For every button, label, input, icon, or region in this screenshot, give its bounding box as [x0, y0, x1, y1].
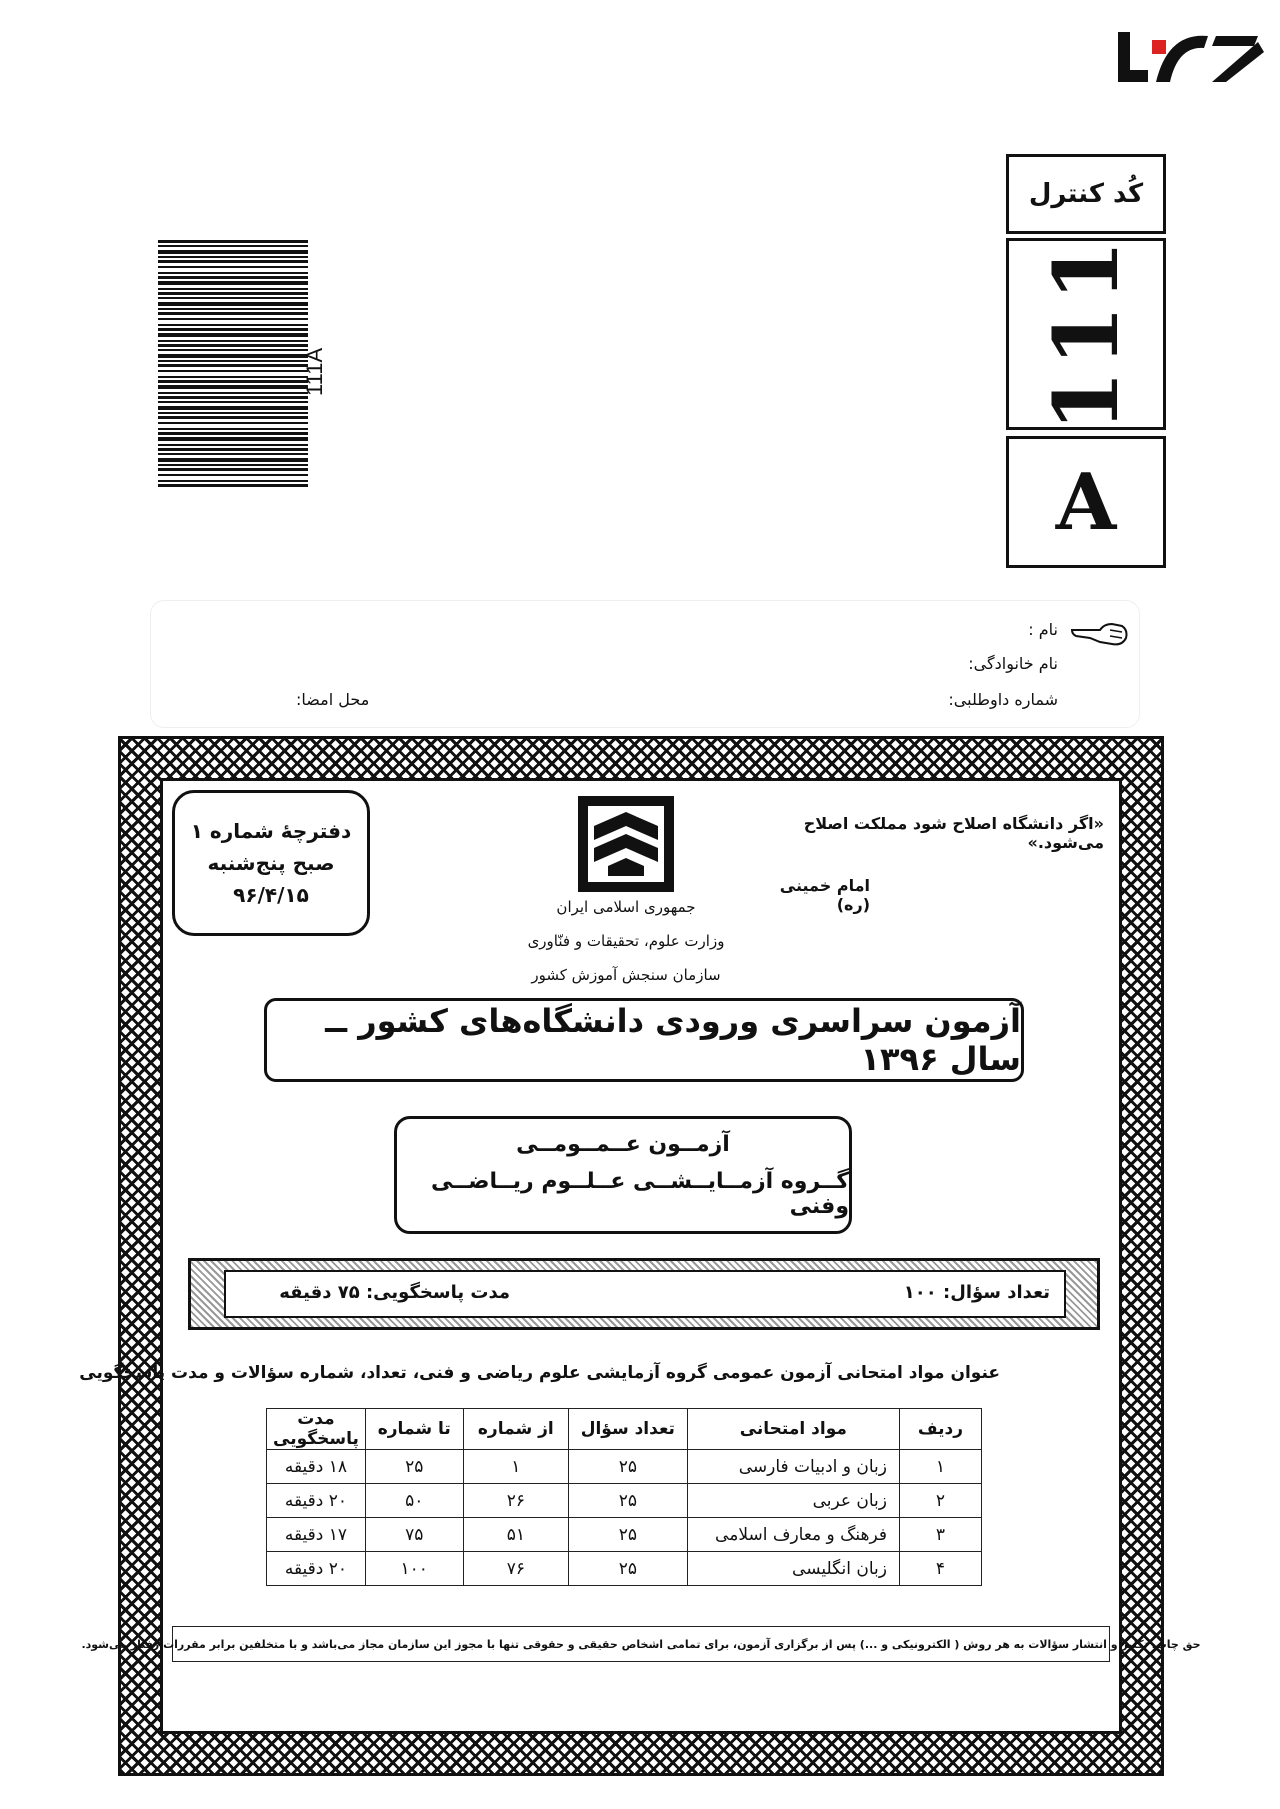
- quote-text: «اگر دانشگاه اصلاح شود مملکت اصلاح می‌شود.»: [803, 814, 1104, 852]
- col-row-number: ردیف: [900, 1409, 982, 1450]
- exam-group: گــروه آزمــایــشــی عــلــوم ریــاضــی وفنی: [430, 1168, 849, 1219]
- barcode-bar: [158, 340, 308, 342]
- barcode-bar: [158, 428, 308, 430]
- table-cell: ۲۰ دقیقه: [267, 1552, 366, 1586]
- barcode-bar: [158, 308, 308, 310]
- barcode-bar: [158, 302, 308, 306]
- barcode-bar: [158, 448, 308, 451]
- table-cell: ۷۶: [463, 1552, 568, 1586]
- barcode-bar: [158, 401, 308, 403]
- exam-type: آزمــون عــمــومــی: [516, 1131, 730, 1157]
- barcode-bar: [158, 260, 308, 263]
- quote-author: امام خمینی (ره): [779, 876, 870, 914]
- exam-subject-box: [394, 1116, 852, 1234]
- signature-field-label: محل امضا:: [296, 690, 370, 709]
- barcode-bar: [158, 349, 308, 351]
- booklet-info-box: [172, 790, 370, 936]
- table-cell: ۲۵: [365, 1450, 463, 1484]
- barcode-bar: [158, 444, 308, 446]
- col-to-number: تا شماره: [365, 1409, 463, 1450]
- total-duration: مدت پاسخگویی: ۷۵ دقیقه: [279, 1282, 510, 1303]
- barcode-bar: [158, 250, 308, 254]
- table-cell: زبان عربی: [687, 1484, 899, 1518]
- table-cell: ۲۵: [569, 1484, 688, 1518]
- barcode-bar: [158, 354, 308, 358]
- table-row: [267, 1450, 982, 1484]
- control-code-box: [1006, 238, 1166, 430]
- table-header-row: [267, 1409, 982, 1450]
- control-code-number: 111: [1034, 236, 1139, 432]
- table-cell: زبان انگلیسی: [687, 1552, 899, 1586]
- exam-title: آزمون سراسری ورودی دانشگاه‌های کشور ــ سال ۱۳۹۶: [264, 998, 1024, 1082]
- barcode-bar: [158, 288, 308, 290]
- barcode-bar: [158, 318, 308, 320]
- barcode-bar: [158, 324, 308, 326]
- table-cell: ۲۵: [569, 1552, 688, 1586]
- table-cell: ۵۱: [463, 1518, 568, 1552]
- barcode-bar: [158, 474, 308, 476]
- barcode-bar: [158, 458, 308, 462]
- table-cell: ۷۵: [365, 1518, 463, 1552]
- exam-date: ۹۶/۴/۱۵: [233, 883, 309, 907]
- table-cell: ۱۰۰: [365, 1552, 463, 1586]
- barcode-bar: [158, 370, 308, 372]
- barcode-text: 111A: [302, 347, 327, 396]
- barcode-bar: [158, 312, 308, 315]
- table-cell: ۱: [900, 1450, 982, 1484]
- barcode-bar: [158, 297, 308, 299]
- barcode-bar: [158, 380, 308, 383]
- table-cell: ۲: [900, 1484, 982, 1518]
- barcode-bar: [158, 392, 308, 394]
- barcode-bar: [158, 276, 308, 279]
- booklet-number: دفترچهٔ شماره ۱: [190, 819, 352, 843]
- barcode-bar: [158, 344, 308, 347]
- candidate-number-field-label: شماره داوطلبی:: [948, 690, 1058, 709]
- table-cell: ۴: [900, 1552, 982, 1586]
- table-cell: فرهنگ و معارف اسلامی: [687, 1518, 899, 1552]
- table-cell: ۱۸ دقیقه: [267, 1450, 366, 1484]
- control-code-label: کُد کنترل: [1006, 154, 1166, 234]
- name-field-label: نام :: [1028, 620, 1058, 639]
- table-cell: ۲۶: [463, 1484, 568, 1518]
- table-title: عنوان مواد امتحانی آزمون عمومی گروه آزمایشی علوم ریاضی و فنی، تعداد، شماره سؤالات و مدت پاسخگویی: [79, 1363, 1000, 1383]
- barcode-bar: [158, 364, 308, 367]
- ministry-label: وزارت علوم، تحقیقات و فنّاوری: [527, 932, 725, 950]
- barcode-bar: [158, 464, 308, 466]
- table-cell: ۱: [463, 1450, 568, 1484]
- barcode-bar: [158, 328, 308, 331]
- barcode-bar: [158, 240, 308, 243]
- table-cell: ۲۵: [569, 1450, 688, 1484]
- barcode-bar: [158, 256, 308, 258]
- col-subject: مواد امتحانی: [687, 1409, 899, 1450]
- barcode-bar: [158, 333, 308, 337]
- barcode-bar: [158, 292, 308, 295]
- barcode-bar: [158, 385, 308, 389]
- barcode-bar: [158, 432, 308, 435]
- table-row: [267, 1552, 982, 1586]
- barcode-bar: [158, 468, 308, 471]
- barcode-bar: [158, 396, 308, 399]
- barcode-bar: [158, 416, 308, 419]
- barcode: [158, 240, 308, 488]
- barcode-bar: [158, 272, 308, 274]
- table-row: [267, 1484, 982, 1518]
- barcode-bar: [158, 484, 308, 487]
- pointing-hand-icon: [1070, 616, 1130, 650]
- barcode-bar: [158, 412, 308, 414]
- barcode-bar: [158, 266, 308, 268]
- table-cell: ۵۰: [365, 1484, 463, 1518]
- sanjesh-emblem-icon: [578, 796, 674, 892]
- table-cell: ۲۵: [569, 1518, 688, 1552]
- question-count: تعداد سؤال: ۱۰۰: [903, 1282, 1050, 1303]
- table-cell: زبان و ادبیات فارسی: [687, 1450, 899, 1484]
- barcode-bar: [158, 281, 308, 285]
- table-row: [267, 1518, 982, 1552]
- col-from-number: از شماره: [463, 1409, 568, 1450]
- organization-label: سازمان سنجش آموزش کشور: [531, 966, 721, 984]
- site-logo: [1108, 22, 1268, 92]
- col-question-count: تعداد سؤال: [569, 1409, 688, 1450]
- family-name-field-label: نام خانوادگی:: [968, 654, 1058, 673]
- barcode-bar: [158, 376, 308, 378]
- exam-session: صبح پنج‌شنبه: [207, 851, 335, 875]
- booklet-letter: A: [1006, 436, 1166, 568]
- barcode-bar: [158, 406, 308, 410]
- republic-label: جمهوری اسلامی ایران: [556, 898, 696, 916]
- col-duration: مدت پاسخگویی: [267, 1409, 366, 1450]
- barcode-bar: [158, 422, 308, 424]
- barcode-bar: [158, 480, 308, 482]
- barcode-bar: [158, 437, 308, 441]
- barcode-bar: [158, 453, 308, 455]
- table-cell: ۲۰ دقیقه: [267, 1484, 366, 1518]
- subjects-table: [266, 1408, 982, 1586]
- barcode-bar: [158, 245, 308, 247]
- barcode-bar: [158, 360, 308, 362]
- table-cell: ۱۷ دقیقه: [267, 1518, 366, 1552]
- copyright-notice: حق چاپ، تکثیر و انتشار سؤالات به هر روش ( الکترونیکی و ...) پس از برگزاری آزمون، برای تمامی اشخاص حقیقی و حقوقی تنها با مجوز این سازمان مجاز می‌باشد و با متخلفین برابر مقررات رفتار می‌شود.: [172, 1626, 1110, 1662]
- table-cell: ۳: [900, 1518, 982, 1552]
